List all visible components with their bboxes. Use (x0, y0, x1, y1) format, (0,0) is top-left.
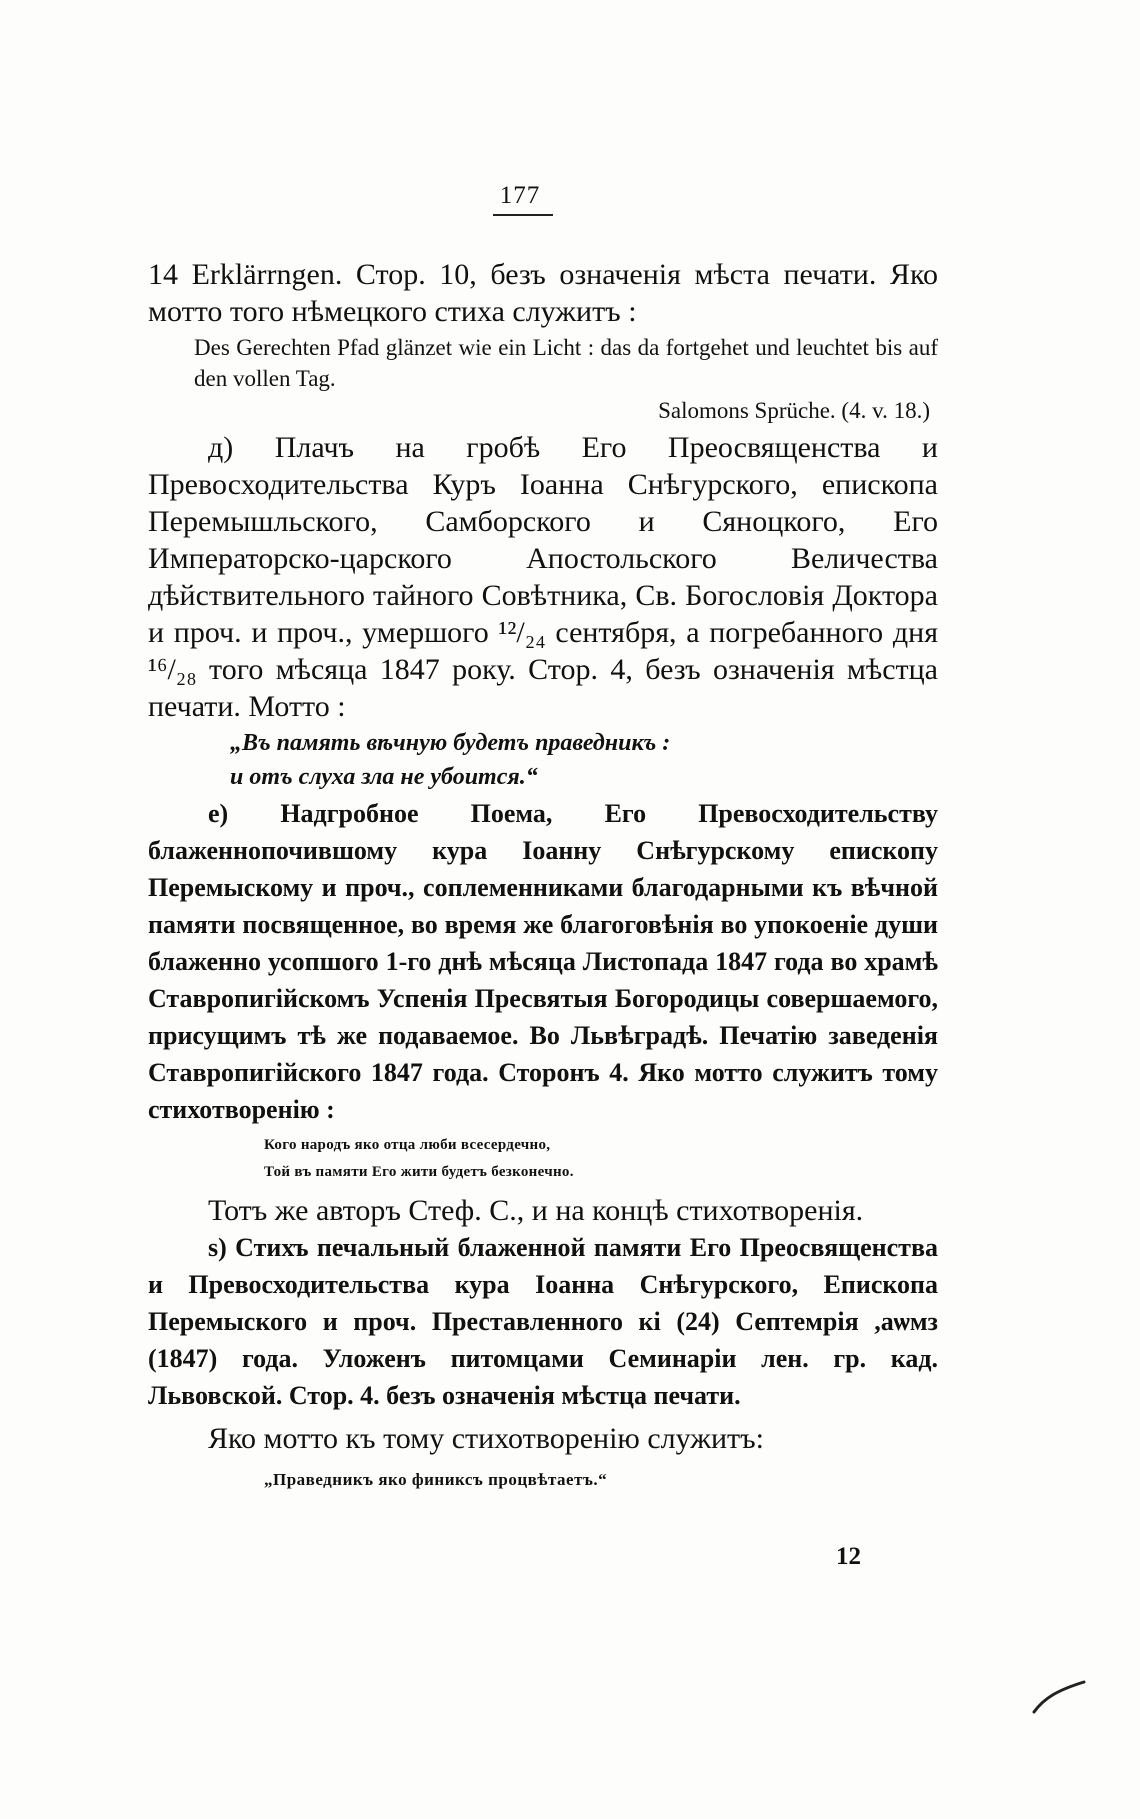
page-number-rule (493, 214, 553, 216)
church-slavonic-quote-line-1: „Въ память вѣчную будетъ праведникъ : (230, 730, 671, 756)
paragraph-e: е) Надгробное Поема, Его Превосходительству блаженнопочившому кура Іоанну Снѣгурскому епископу Перемыскому и проч., соплеменниками благодарными къ вѣчной памяти посвященное, во время же благоговѣнія во упокоеніе души блаженно усопшого 1-го днѣ мѣсяца Листопада 1847 года во храмѣ Ставропигійскомъ Успенія Пресвятыя Богородицы совершаемого, присущимъ тѣ же подаваемое. Во Львѣградѣ. Печатію заведенія Ставропигійского 1847 года. Сторонъ 4. Яко мотто служитъ тому стихотворенію : (148, 799, 938, 1124)
paragraph-motto: Яко мотто къ тому стихотворенію служитъ: (208, 1422, 764, 1455)
german-quote: Des Gerechten Pfad glänzet wie ein Licht : das da fortgehet und leuchtet bis auf den vollen Tag. (194, 335, 938, 391)
small-verse-line-2: Той въ памяти Его жити будетъ безконечно. (264, 1164, 574, 1180)
small-verse (264, 1132, 938, 1186)
ink-flourish-icon (1030, 1668, 1090, 1718)
final-motto: „Праведникъ яко финиксъ процвѣтаетъ.“ (264, 1470, 608, 1489)
church-slavonic-quote-line-2: и отъ слуха зла не убоится.“ (230, 764, 538, 790)
paragraph-z: ѕ) Стихъ печальный блаженной памяти Его Преосвященства и Превосходительства кура Іоанна Снѣгурского, Епископа Перемыского и проч. Преставленного кі (24) Септемрія ,аѡмз (1847) года. Уложенъ питомцами Семинаріи лен. гр. кад. Львовской. Стор. 4. безъ означенія мѣстца печати. (148, 1233, 938, 1410)
paragraph-d: д) Плачъ на гробѣ Его Преосвященства и Превосходительства Куръ Іоанна Снѣгурского, епископа Перемышльского, Самборского и Сяноцкого, Его Императорско-царского Апостольского Величества дѣйствительного тайного Совѣтника, Св. Богословія Доктора и проч. и проч., умершого ¹²/₂₄ сентября, а погребанного дня ¹⁶/₂₈ того мѣсяца 1847 року. Стор. 4, безъ означенія мѣстца печати. Мотто : (148, 431, 938, 723)
paragraph-author: Тотъ же авторъ Стеф. С., и на концѣ стихотворенія. (208, 1194, 864, 1227)
quote-source: Salomons Sprüche. (4. v. 18.) (658, 398, 930, 423)
signature-mark: 12 (836, 1543, 861, 1570)
page-number: 177 (499, 182, 541, 209)
small-verse-line-1: Кого народъ яко отца люби всесердечно, (264, 1137, 551, 1153)
text-body (148, 256, 938, 1493)
paragraph-erklaerungen: 14 Erklärrngen. Стор. 10, безъ означенія мѣста печати. Яко мотто того нѣмецкого стиха служитъ : (148, 258, 938, 328)
